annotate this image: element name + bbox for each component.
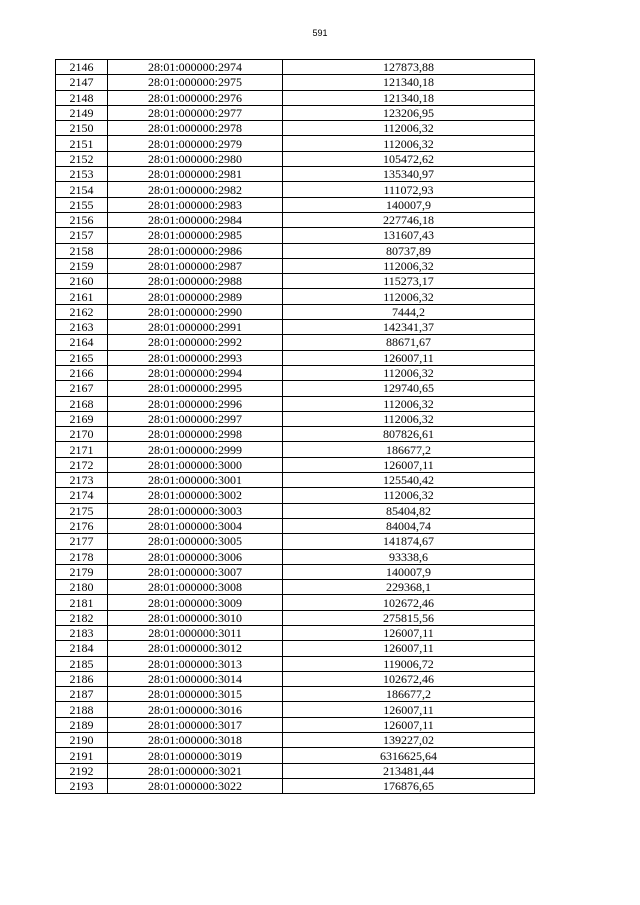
- table-row: [56, 304, 535, 319]
- row-number-cell: 2159: [56, 258, 108, 273]
- table-row: [56, 274, 535, 289]
- value-cell: 213481,44: [283, 763, 535, 778]
- table-row: [56, 748, 535, 763]
- value-cell: 229368,1: [283, 580, 535, 595]
- row-number-cell: 2163: [56, 320, 108, 335]
- row-number-cell: 2148: [56, 90, 108, 105]
- table-row: [56, 610, 535, 625]
- table-row: [56, 427, 535, 442]
- row-number-cell: 2170: [56, 427, 108, 442]
- cadastral-number-cell: 28:01:000000:2982: [108, 182, 283, 197]
- row-number-cell: 2152: [56, 151, 108, 166]
- cadastral-number-cell: 28:01:000000:2980: [108, 151, 283, 166]
- cadastral-number-cell: 28:01:000000:3002: [108, 488, 283, 503]
- cadastral-number-cell: 28:01:000000:2987: [108, 258, 283, 273]
- table-row: [56, 320, 535, 335]
- table-row: [56, 656, 535, 671]
- value-cell: 131607,43: [283, 228, 535, 243]
- table-row: [56, 625, 535, 640]
- table-row: [56, 258, 535, 273]
- table-row: [56, 641, 535, 656]
- cadastral-number-cell: 28:01:000000:3010: [108, 610, 283, 625]
- table-row: [56, 687, 535, 702]
- cadastral-number-cell: 28:01:000000:2977: [108, 105, 283, 120]
- value-cell: 121340,18: [283, 75, 535, 90]
- cadastral-number-cell: 28:01:000000:2990: [108, 304, 283, 319]
- row-number-cell: 2173: [56, 473, 108, 488]
- cadastral-number-cell: 28:01:000000:2986: [108, 243, 283, 258]
- row-number-cell: 2182: [56, 610, 108, 625]
- cadastral-number-cell: 28:01:000000:2988: [108, 274, 283, 289]
- row-number-cell: 2155: [56, 197, 108, 212]
- row-number-cell: 2150: [56, 121, 108, 136]
- table-row: [56, 335, 535, 350]
- value-cell: 102672,46: [283, 671, 535, 686]
- row-number-cell: 2190: [56, 733, 108, 748]
- row-number-cell: 2162: [56, 304, 108, 319]
- table-row: [56, 167, 535, 182]
- value-cell: 112006,32: [283, 258, 535, 273]
- value-cell: 112006,32: [283, 488, 535, 503]
- value-cell: 125540,42: [283, 473, 535, 488]
- table-row: [56, 136, 535, 151]
- table-row: [56, 243, 535, 258]
- cadastral-number-cell: 28:01:000000:3008: [108, 580, 283, 595]
- row-number-cell: 2175: [56, 503, 108, 518]
- row-number-cell: 2154: [56, 182, 108, 197]
- cadastral-number-cell: 28:01:000000:2974: [108, 60, 283, 75]
- value-cell: 139227,02: [283, 733, 535, 748]
- row-number-cell: 2188: [56, 702, 108, 717]
- value-cell: 88671,67: [283, 335, 535, 350]
- cadastral-number-cell: 28:01:000000:3001: [108, 473, 283, 488]
- cadastral-number-cell: 28:01:000000:2991: [108, 320, 283, 335]
- cadastral-number-cell: 28:01:000000:3004: [108, 518, 283, 533]
- table-row: [56, 151, 535, 166]
- row-number-cell: 2161: [56, 289, 108, 304]
- row-number-cell: 2177: [56, 534, 108, 549]
- value-cell: 121340,18: [283, 90, 535, 105]
- row-number-cell: 2180: [56, 580, 108, 595]
- cadastral-number-cell: 28:01:000000:2975: [108, 75, 283, 90]
- cadastral-number-cell: 28:01:000000:3022: [108, 778, 283, 793]
- value-cell: 807826,61: [283, 427, 535, 442]
- row-number-cell: 2165: [56, 350, 108, 365]
- table-row: [56, 564, 535, 579]
- row-number-cell: 2193: [56, 778, 108, 793]
- row-number-cell: 2179: [56, 564, 108, 579]
- cadastral-number-cell: 28:01:000000:3000: [108, 457, 283, 472]
- value-cell: 112006,32: [283, 289, 535, 304]
- row-number-cell: 2174: [56, 488, 108, 503]
- value-cell: 105472,62: [283, 151, 535, 166]
- cadastral-number-cell: 28:01:000000:2999: [108, 442, 283, 457]
- value-cell: 129740,65: [283, 381, 535, 396]
- value-cell: 85404,82: [283, 503, 535, 518]
- cadastral-number-cell: 28:01:000000:2993: [108, 350, 283, 365]
- cadastral-number-cell: 28:01:000000:2994: [108, 365, 283, 380]
- row-number-cell: 2149: [56, 105, 108, 120]
- value-cell: 126007,11: [283, 641, 535, 656]
- cadastral-number-cell: 28:01:000000:3009: [108, 595, 283, 610]
- table-row: [56, 121, 535, 136]
- cadastral-number-cell: 28:01:000000:2997: [108, 411, 283, 426]
- table-row: [56, 473, 535, 488]
- cadastral-number-cell: 28:01:000000:2992: [108, 335, 283, 350]
- row-number-cell: 2191: [56, 748, 108, 763]
- cadastral-number-cell: 28:01:000000:2989: [108, 289, 283, 304]
- page-number: 591: [312, 28, 328, 38]
- cadastral-number-cell: 28:01:000000:2979: [108, 136, 283, 151]
- cadastral-number-cell: 28:01:000000:3005: [108, 534, 283, 549]
- cadastral-number-cell: 28:01:000000:3007: [108, 564, 283, 579]
- value-cell: 176876,65: [283, 778, 535, 793]
- row-number-cell: 2157: [56, 228, 108, 243]
- table-row: [56, 671, 535, 686]
- value-cell: 227746,18: [283, 212, 535, 227]
- cadastral-number-cell: 28:01:000000:2984: [108, 212, 283, 227]
- row-number-cell: 2153: [56, 167, 108, 182]
- value-cell: 6316625,64: [283, 748, 535, 763]
- table-row: [56, 549, 535, 564]
- cadastral-number-cell: 28:01:000000:2978: [108, 121, 283, 136]
- row-number-cell: 2156: [56, 212, 108, 227]
- value-cell: 112006,32: [283, 396, 535, 411]
- value-cell: 140007,9: [283, 564, 535, 579]
- value-cell: 112006,32: [283, 365, 535, 380]
- cadastral-number-cell: 28:01:000000:2976: [108, 90, 283, 105]
- value-cell: 7444,2: [283, 304, 535, 319]
- table-row: [56, 733, 535, 748]
- table-row: [56, 289, 535, 304]
- row-number-cell: 2164: [56, 335, 108, 350]
- row-number-cell: 2168: [56, 396, 108, 411]
- row-number-cell: 2160: [56, 274, 108, 289]
- cadastral-number-cell: 28:01:000000:2995: [108, 381, 283, 396]
- table-row: [56, 90, 535, 105]
- table-row: [56, 396, 535, 411]
- row-number-cell: 2171: [56, 442, 108, 457]
- cadastral-number-cell: 28:01:000000:3014: [108, 671, 283, 686]
- table-row: [56, 488, 535, 503]
- table-row: [56, 442, 535, 457]
- value-cell: 102672,46: [283, 595, 535, 610]
- table-row: [56, 534, 535, 549]
- value-cell: 126007,11: [283, 457, 535, 472]
- table-row: [56, 778, 535, 793]
- value-cell: 186677,2: [283, 442, 535, 457]
- cadastral-number-cell: 28:01:000000:3018: [108, 733, 283, 748]
- row-number-cell: 2186: [56, 671, 108, 686]
- value-cell: 112006,32: [283, 136, 535, 151]
- table-row: [56, 60, 535, 75]
- cadastral-number-cell: 28:01:000000:2983: [108, 197, 283, 212]
- row-number-cell: 2167: [56, 381, 108, 396]
- cadastral-number-cell: 28:01:000000:3017: [108, 717, 283, 732]
- table-row: [56, 197, 535, 212]
- cadastral-number-cell: 28:01:000000:3016: [108, 702, 283, 717]
- cadastral-number-cell: 28:01:000000:3015: [108, 687, 283, 702]
- table-row: [56, 182, 535, 197]
- value-cell: 275815,56: [283, 610, 535, 625]
- row-number-cell: 2169: [56, 411, 108, 426]
- value-cell: 142341,37: [283, 320, 535, 335]
- cadastral-number-cell: 28:01:000000:2981: [108, 167, 283, 182]
- value-cell: 140007,9: [283, 197, 535, 212]
- row-number-cell: 2181: [56, 595, 108, 610]
- row-number-cell: 2178: [56, 549, 108, 564]
- value-cell: 186677,2: [283, 687, 535, 702]
- data-table: [55, 59, 535, 794]
- row-number-cell: 2151: [56, 136, 108, 151]
- row-number-cell: 2183: [56, 625, 108, 640]
- row-number-cell: 2166: [56, 365, 108, 380]
- cadastral-number-cell: 28:01:000000:2996: [108, 396, 283, 411]
- table-row: [56, 350, 535, 365]
- table-row: [56, 75, 535, 90]
- row-number-cell: 2185: [56, 656, 108, 671]
- row-number-cell: 2187: [56, 687, 108, 702]
- value-cell: 115273,17: [283, 274, 535, 289]
- cadastral-number-cell: 28:01:000000:3021: [108, 763, 283, 778]
- value-cell: 84004,74: [283, 518, 535, 533]
- cadastral-number-cell: 28:01:000000:3019: [108, 748, 283, 763]
- value-cell: 126007,11: [283, 702, 535, 717]
- table-row: [56, 228, 535, 243]
- cadastral-number-cell: 28:01:000000:2985: [108, 228, 283, 243]
- row-number-cell: 2184: [56, 641, 108, 656]
- value-cell: 127873,88: [283, 60, 535, 75]
- table-row: [56, 580, 535, 595]
- row-number-cell: 2146: [56, 60, 108, 75]
- table-body: [56, 60, 535, 794]
- table-row: [56, 381, 535, 396]
- value-cell: 112006,32: [283, 411, 535, 426]
- value-cell: 112006,32: [283, 121, 535, 136]
- row-number-cell: 2172: [56, 457, 108, 472]
- table-row: [56, 702, 535, 717]
- value-cell: 135340,97: [283, 167, 535, 182]
- cadastral-number-cell: 28:01:000000:3006: [108, 549, 283, 564]
- table-row: [56, 503, 535, 518]
- value-cell: 111072,93: [283, 182, 535, 197]
- value-cell: 126007,11: [283, 350, 535, 365]
- table-row: [56, 212, 535, 227]
- table-row: [56, 411, 535, 426]
- cadastral-number-cell: 28:01:000000:3013: [108, 656, 283, 671]
- value-cell: 119006,72: [283, 656, 535, 671]
- value-cell: 123206,95: [283, 105, 535, 120]
- value-cell: 141874,67: [283, 534, 535, 549]
- row-number-cell: 2192: [56, 763, 108, 778]
- row-number-cell: 2189: [56, 717, 108, 732]
- row-number-cell: 2158: [56, 243, 108, 258]
- table-row: [56, 595, 535, 610]
- cadastral-number-cell: 28:01:000000:3011: [108, 625, 283, 640]
- cadastral-number-cell: 28:01:000000:3003: [108, 503, 283, 518]
- table-row: [56, 365, 535, 380]
- table-row: [56, 518, 535, 533]
- table-row: [56, 457, 535, 472]
- row-number-cell: 2147: [56, 75, 108, 90]
- table-row: [56, 763, 535, 778]
- table-row: [56, 105, 535, 120]
- value-cell: 80737,89: [283, 243, 535, 258]
- row-number-cell: 2176: [56, 518, 108, 533]
- value-cell: 93338,6: [283, 549, 535, 564]
- value-cell: 126007,11: [283, 625, 535, 640]
- cadastral-number-cell: 28:01:000000:2998: [108, 427, 283, 442]
- value-cell: 126007,11: [283, 717, 535, 732]
- table-row: [56, 717, 535, 732]
- cadastral-number-cell: 28:01:000000:3012: [108, 641, 283, 656]
